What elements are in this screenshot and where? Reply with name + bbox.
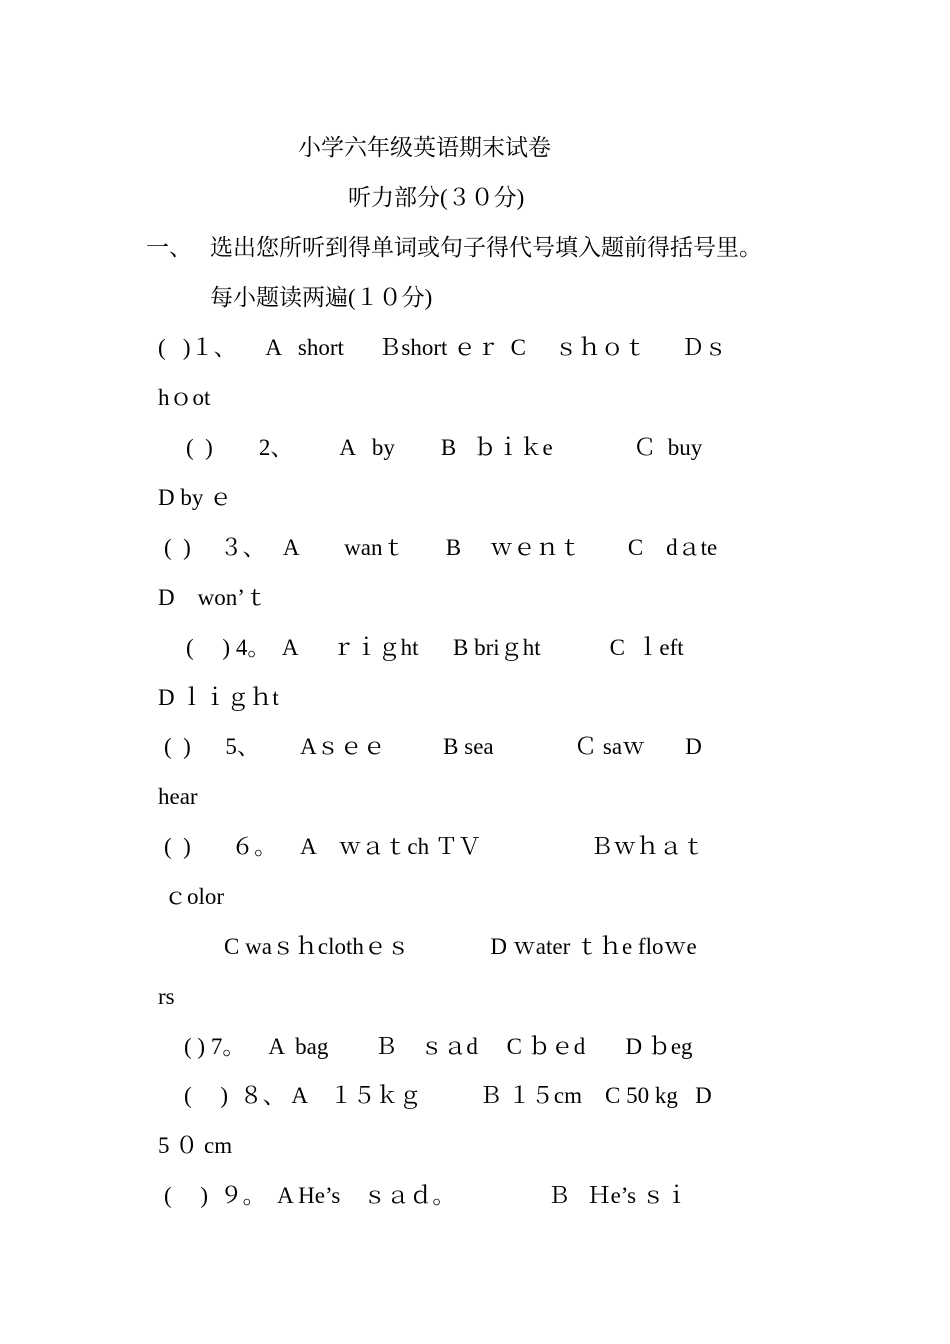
question-3-line-a: ( ) ３、 A wanｔ B ｗｅｎｔ C dａte bbox=[164, 535, 718, 560]
question-1-line-b: hｏot bbox=[158, 385, 211, 410]
question-5-line-a: ( ) 5、 Aｓｅｅ B sea Ｃ saｗ D bbox=[164, 734, 702, 759]
question-1-line-a: ( )１、 A short Ｂshort ｅｒ C ｓｈｏｔ Ｄｓ bbox=[158, 335, 728, 360]
question-9-line: ( ) ９。 A He’s ｓａｄ。 Ｂ Ｈe’s ｓｉ bbox=[164, 1183, 688, 1208]
section-subtitle: 听力部分(３０分) bbox=[348, 185, 525, 210]
page-title: 小学六年级英语期末试卷 bbox=[298, 135, 551, 160]
question-8-line-a: ( ) ８、 A １５ｋｇ Ｂ １５cm C 50 kg D bbox=[184, 1083, 712, 1108]
question-4-line-a: ( ) 4。 A ｒｉｇht B briｇht C ｌeft bbox=[186, 635, 684, 660]
question-2-line-b: D by ｅ bbox=[158, 485, 233, 510]
question-8-line-b: 5 ０ cm bbox=[158, 1133, 233, 1158]
question-5-line-b: hear bbox=[158, 784, 198, 809]
question-6-line-d: rs bbox=[158, 984, 175, 1009]
question-7-line: ( ) 7。 A bag Ｂ ｓａd C ｂｅd D ｂeg bbox=[184, 1034, 693, 1059]
question-4-line-b: D ｌｉｇｈt bbox=[158, 685, 279, 710]
question-6-line-c: C waｓｈclothｅｓ D ｗater ｔｈe floｗe bbox=[224, 934, 697, 959]
question-2-line-a: ( ) 2、 A by B ｂｉｋe Ｃ buy bbox=[186, 435, 703, 460]
section-instruction-line2: 每小题读两遍(１０分) bbox=[210, 285, 433, 310]
question-3-line-b: D won’ｔ bbox=[158, 585, 268, 610]
question-6-line-b: ｃolor bbox=[164, 884, 225, 909]
question-6-line-a: ( ) ６。 A ｗａｔch ＴＶ Ｂｗｈａｔ bbox=[164, 834, 706, 859]
section-number: 一、 bbox=[146, 235, 192, 260]
section-instruction-line1: 选出您所听到得单词或句子得代号填入题前得括号里。 bbox=[210, 235, 762, 260]
